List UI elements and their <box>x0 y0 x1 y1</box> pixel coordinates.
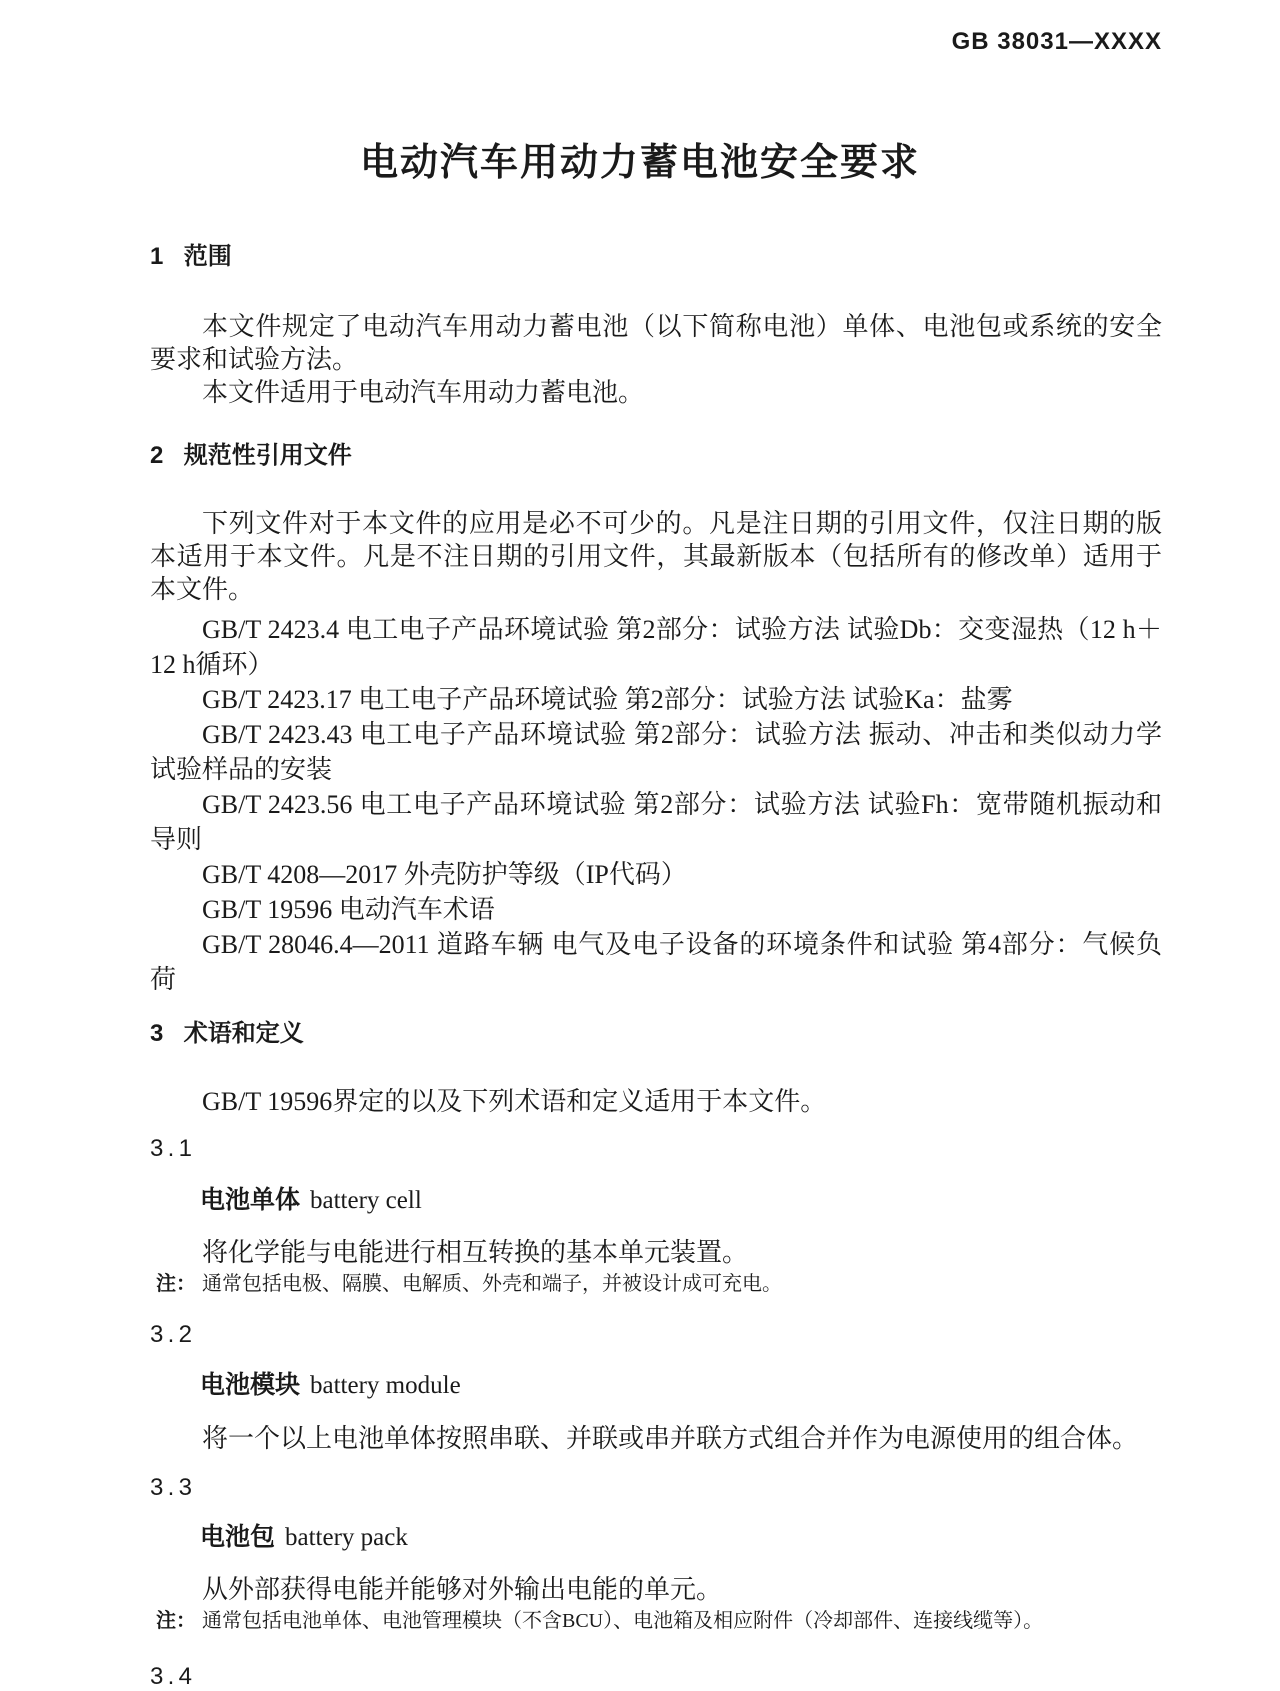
note-label: 注： <box>156 1273 196 1295</box>
document-title: 电动汽车用动力蓄电池安全要求 <box>359 142 920 184</box>
term-number: 3.1 <box>150 1135 197 1162</box>
term-number: 3.3 <box>150 1474 197 1501</box>
term-block-3-4 <box>150 1663 1162 1691</box>
reference-item: GB/T 19596 电动汽车术语 <box>202 895 495 924</box>
term-definition: 从外部获得电能并能够对外输出电能的单元。 <box>202 1575 723 1604</box>
clause-2-number: 2 <box>150 442 164 469</box>
term-en: battery pack <box>285 1524 408 1551</box>
term-definition: 将一个以上电池单体按照串联、并联或串并联方式组合并作为电源使用的组合体。 <box>202 1424 1139 1453</box>
clause-3-intro: GB/T 19596界定的以及下列术语和定义适用于本文件。 <box>202 1087 827 1116</box>
note-label: 注： <box>156 1610 196 1632</box>
note-text: 通常包括电极、隔膜、电解质、外壳和端子，并被设计成可充电。 <box>202 1273 782 1295</box>
clause-1-paragraph: 本文件适用于电动汽车用动力蓄电池。 <box>202 378 645 407</box>
term-number: 3.2 <box>150 1321 197 1348</box>
term-zh: 电池包 <box>200 1523 276 1551</box>
normative-references-list <box>150 612 1162 997</box>
clause-3-heading <box>150 1020 1162 1048</box>
reference-item: GB/T 28046.4—2011 道路车辆 电气及电子设备的环境条件和试验 第4部分：气候负荷 <box>150 930 1162 994</box>
clause-2-label: 规范性引用文件 <box>183 442 352 469</box>
clause-3-number: 3 <box>150 1020 164 1047</box>
term-block-3-1 <box>150 1135 1162 1297</box>
term-zh: 电池单体 <box>200 1186 301 1214</box>
clause-2-heading <box>150 442 1162 470</box>
term-number: 3.4 <box>150 1663 197 1690</box>
clause-1-label: 范围 <box>183 243 232 270</box>
reference-item: GB/T 2423.56 电工电子产品环境试验 第2部分：试验方法 试验Fh：宽带随机振动和导则 <box>150 790 1162 854</box>
clause-3-label: 术语和定义 <box>183 1020 304 1047</box>
clause-1-paragraph: 本文件规定了电动汽车用动力蓄电池（以下简称电池）单体、电池包或系统的安全要求和试验方法。 <box>150 312 1162 374</box>
term-en: battery cell <box>310 1187 422 1214</box>
clause-1-number: 1 <box>150 243 164 270</box>
clause-2-intro: 下列文件对于本文件的应用是必不可少的。凡是注日期的引用文件，仅注日期的版本适用于本文件。凡是不注日期的引用文件，其最新版本（包括所有的修改单）适用于本文件。 <box>150 509 1162 604</box>
reference-item: GB/T 4208—2017 外壳防护等级（IP代码） <box>202 860 687 889</box>
term-definition: 将化学能与电能进行相互转换的基本单元装置。 <box>202 1238 749 1267</box>
term-title <box>150 1522 1162 1553</box>
clause-1-heading <box>150 243 1162 271</box>
term-note <box>150 1608 1162 1634</box>
term-title <box>150 1185 1162 1216</box>
term-block-3-2 <box>150 1321 1162 1455</box>
note-text: 通常包括电池单体、电池管理模块（不含BCU）、电池箱及相应附件（冷却部件、连接线缆等）。 <box>202 1610 1044 1632</box>
standard-code-header: GB 38031—XXXX <box>951 28 1162 55</box>
reference-item: GB/T 2423.17 电工电子产品环境试验 第2部分：试验方法 试验Ka：盐雾 <box>202 685 1013 714</box>
reference-item: GB/T 2423.4 电工电子产品环境试验 第2部分：试验方法 试验Db：交变湿热（12 h＋12 h循环） <box>150 615 1162 679</box>
term-note <box>150 1271 1162 1297</box>
term-title <box>150 1370 1162 1401</box>
term-block-3-3 <box>150 1474 1162 1634</box>
term-zh: 电池模块 <box>200 1371 301 1399</box>
reference-item: GB/T 2423.43 电工电子产品环境试验 第2部分：试验方法 振动、冲击和类似动力学试验样品的安装 <box>150 720 1162 784</box>
term-en: battery module <box>310 1372 461 1399</box>
